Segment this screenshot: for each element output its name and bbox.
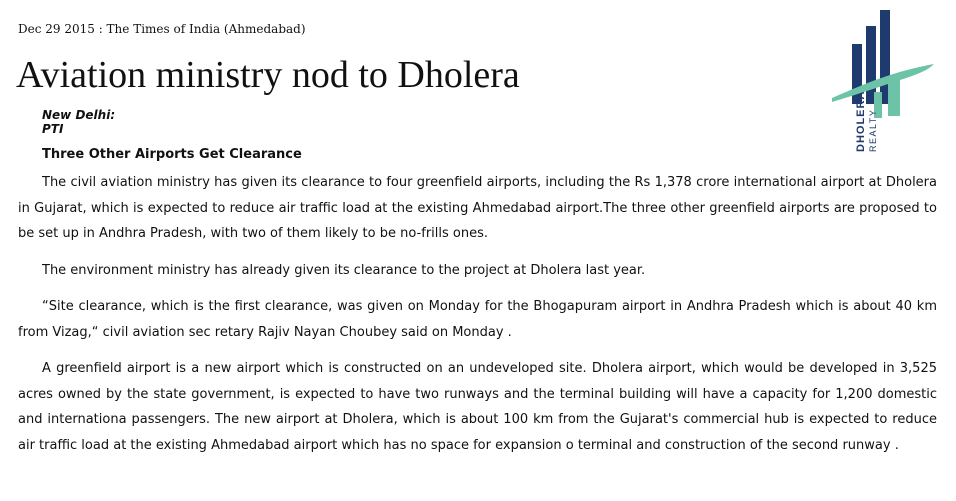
paragraph-3: “Site clearance, which is the first clearance, was given on Monday for the Bhogapuram airport in Andhra Pradesh which is about 40 km from Vizag,“ civil aviation sec retary Rajiv Nayan Choubey said on Monday . bbox=[18, 299, 937, 340]
subheading: Three Other Airports Get Clearance bbox=[42, 147, 302, 162]
byline-agency: PTI bbox=[42, 122, 64, 136]
headline: Aviation ministry nod to Dholera bbox=[16, 54, 520, 96]
paragraph-1: The civil aviation ministry has given its clearance to four greenfield airports, including the Rs 1,378 crore international airport at Dholera in Gujarat, which is expected to reduce air traffic load at the existing Ahmedabad airport.The three other greenfield airports are proposed to be set up in Andhra Pradesh, with two of them likely to be no-frills ones. bbox=[18, 175, 937, 241]
logo-line2: REALTY bbox=[868, 108, 878, 152]
logo-line1: DHOLERA bbox=[855, 90, 867, 152]
paragraph-4: A greenfield airport is a new airport which is constructed on an undeveloped site. Dholera airport, which would be developed in 3,525 acres owned by the state government, is expected to have two runways and the terminal building will have a capacity for 1,200 domestic and internationa passengers. The new airport at Dholera, which is about 100 km from the Gujarat's commercial hub is expected to reduce air traffic load at the existing Ahmedabad airport which has no space for expansion o terminal and construction of the second runway . bbox=[18, 361, 937, 453]
dateline: Dec 29 2015 : The Times of India (Ahmedabad) bbox=[18, 22, 306, 36]
dholera-realty-logo-icon bbox=[830, 6, 940, 158]
article-body bbox=[18, 170, 937, 469]
paragraph-2: The environment ministry has already given its clearance to the project at Dholera last year. bbox=[42, 262, 646, 278]
byline-location: New Delhi: bbox=[42, 108, 116, 122]
byline bbox=[42, 108, 115, 136]
